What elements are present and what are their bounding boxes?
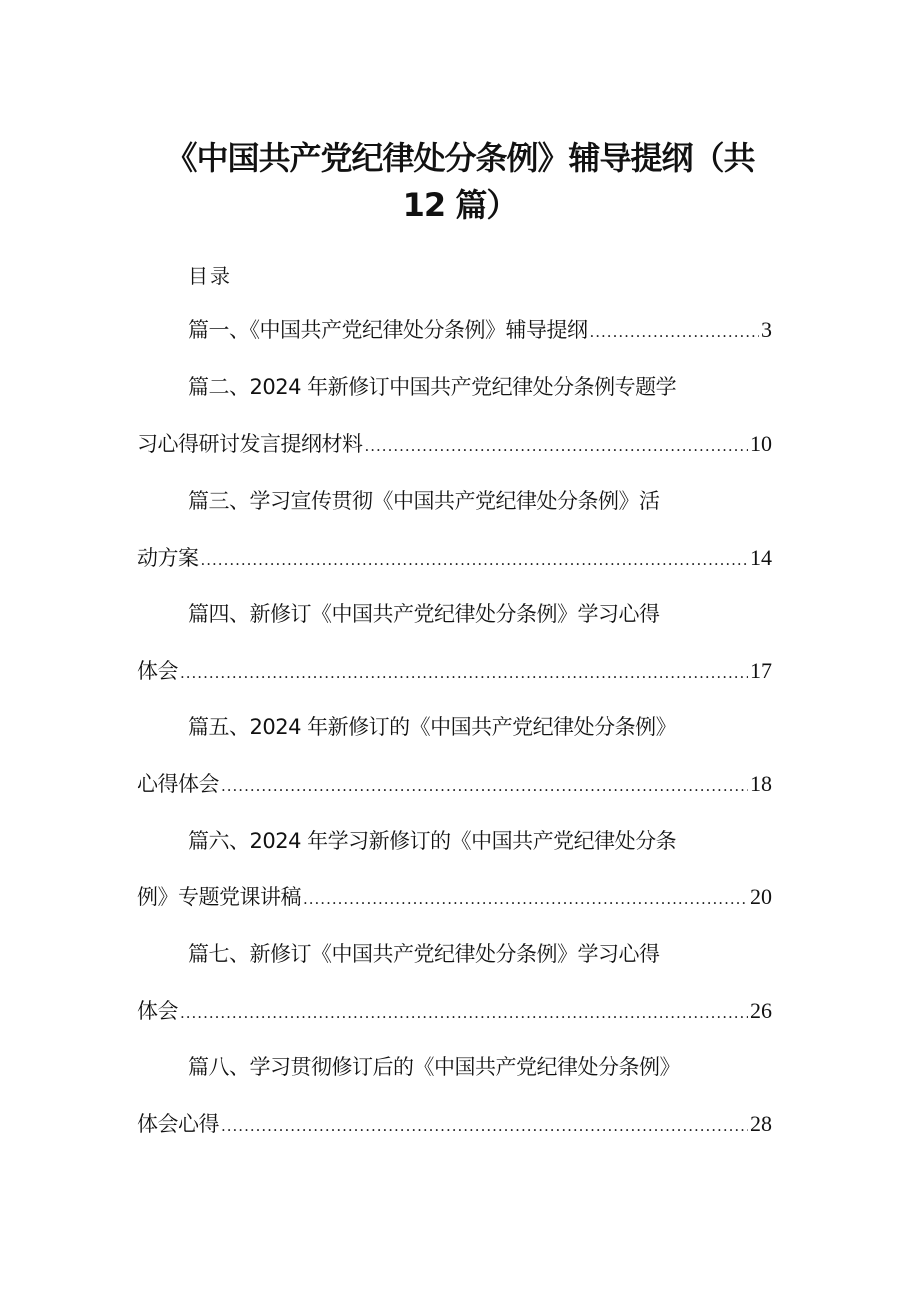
toc-entry-5-title-cont[interactable]: 心得体会 — [137, 772, 219, 796]
toc-entry-2-line-1[interactable] — [188, 369, 676, 405]
toc-leader — [590, 314, 760, 350]
document-title-line-1: 《中国共产党纪律处分条例》辅导提纲（共 — [165, 139, 755, 177]
toc-entry-5-line-1[interactable] — [188, 709, 676, 745]
toc-leader — [221, 1108, 748, 1144]
toc-leader — [303, 881, 748, 917]
toc-entry-4-page[interactable]: 17 — [750, 658, 772, 683]
toc-entry-2-page[interactable]: 10 — [750, 431, 772, 456]
document-title-line-2: 12 篇） — [402, 186, 518, 224]
toc-entry-7-line-2[interactable] — [137, 993, 772, 1029]
toc-leader — [365, 428, 749, 464]
toc-entry-5-line-2[interactable] — [137, 766, 772, 802]
toc-entry-1[interactable] — [188, 312, 772, 348]
toc-entry-3-line-2[interactable] — [137, 540, 772, 576]
toc-entry-2-line-2[interactable] — [137, 426, 772, 462]
toc-entry-4-title-cont[interactable]: 体会 — [137, 659, 178, 683]
toc-leader — [201, 542, 749, 578]
toc-entry-3-title-cont[interactable]: 动方案 — [137, 546, 199, 570]
toc-entry-1-title[interactable]: 篇一、《中国共产党纪律处分条例》辅导提纲 — [188, 318, 588, 342]
toc-entry-3-page[interactable]: 14 — [750, 545, 772, 570]
toc-entry-3-line-1[interactable] — [188, 483, 660, 519]
toc-entry-8-page[interactable]: 28 — [750, 1111, 772, 1136]
toc-entry-8-line-2[interactable] — [137, 1106, 772, 1142]
toc-entry-7-title-cont[interactable]: 体会 — [137, 999, 178, 1023]
toc-entry-2-title[interactable]: 篇二、2024 年新修订中国共产党纪律处分条例专题学 — [188, 375, 677, 399]
toc-leader — [180, 995, 748, 1031]
toc-entry-8-title[interactable]: 篇八、学习贯彻修订后的《中国共产党纪律处分条例》 — [188, 1055, 680, 1079]
toc-entry-4-title[interactable]: 篇四、新修订《中国共产党纪律处分条例》学习心得 — [188, 602, 660, 626]
toc-entry-5-title[interactable]: 篇五、2024 年新修订的《中国共产党纪律处分条例》 — [188, 715, 677, 739]
toc-entry-8-title-cont[interactable]: 体会心得 — [137, 1112, 219, 1136]
toc-entry-6-page[interactable]: 20 — [750, 884, 772, 909]
toc-entry-7-line-1[interactable] — [188, 936, 660, 972]
toc-entry-1-page[interactable]: 3 — [761, 317, 772, 342]
toc-heading: 目录 — [188, 264, 232, 288]
toc-entry-5-page[interactable]: 18 — [750, 771, 772, 796]
toc-entry-8-line-1[interactable] — [188, 1049, 680, 1085]
toc-entry-6-title-cont[interactable]: 例》专题党课讲稿 — [137, 885, 301, 909]
toc-entry-7-title[interactable]: 篇七、新修订《中国共产党纪律处分条例》学习心得 — [188, 942, 660, 966]
toc-entry-4-line-2[interactable] — [137, 653, 772, 689]
toc-entry-6-line-1[interactable] — [188, 823, 676, 859]
toc-entry-6-line-2[interactable] — [137, 879, 772, 915]
toc-leader — [180, 655, 748, 691]
toc-entry-4-line-1[interactable] — [188, 596, 660, 632]
toc-entry-2-title-cont[interactable]: 习心得研讨发言提纲材料 — [137, 432, 363, 456]
toc-entry-6-title[interactable]: 篇六、2024 年学习新修订的《中国共产党纪律处分条 — [188, 829, 677, 853]
toc-leader — [221, 768, 748, 804]
toc-entry-7-page[interactable]: 26 — [750, 998, 772, 1023]
toc-entry-3-title[interactable]: 篇三、学习宣传贯彻《中国共产党纪律处分条例》活 — [188, 489, 660, 513]
